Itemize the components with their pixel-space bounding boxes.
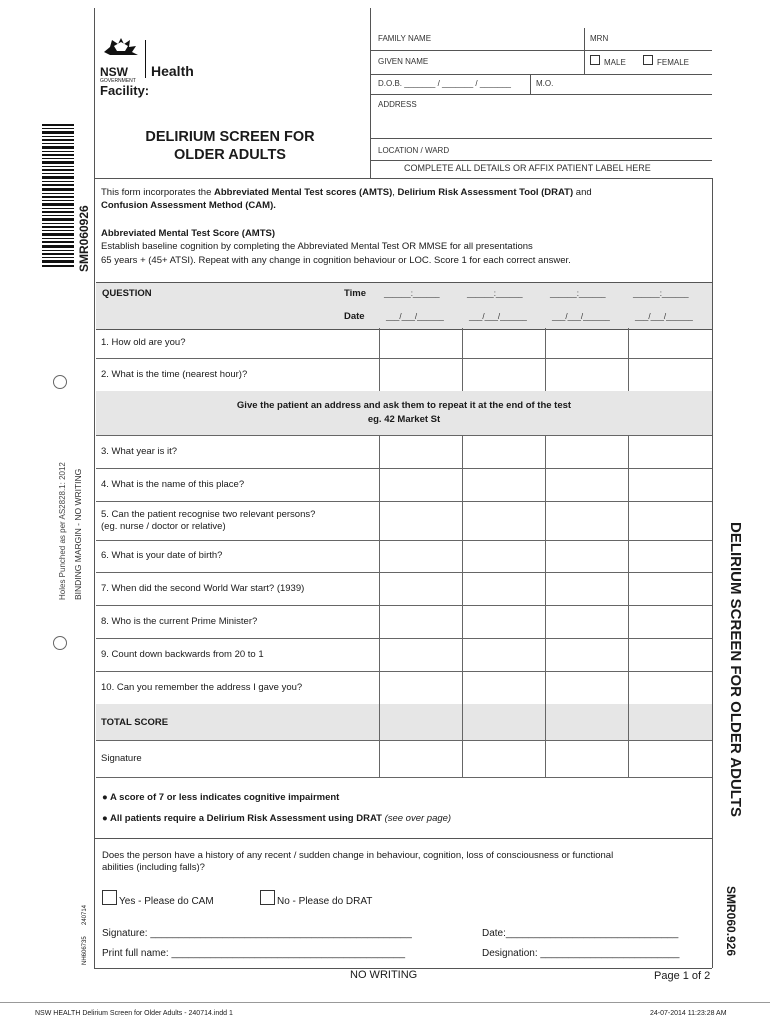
score-cell[interactable]: [545, 572, 546, 605]
score-cell[interactable]: [379, 501, 380, 540]
date-blank-4[interactable]: ___/___/______: [635, 312, 693, 321]
complete-details-note: COMPLETE ALL DETAILS OR AFFIX PATIENT LABEL HERE: [404, 163, 651, 173]
signature-cell[interactable]: [379, 740, 380, 777]
female-label: FEMALE: [657, 58, 690, 67]
score-cell[interactable]: [628, 572, 629, 605]
question-header: QUESTION: [102, 288, 152, 299]
address-instruction-line1: Give the patient an address and ask them to repeat it at the end of the test: [236, 400, 572, 411]
score-cell[interactable]: [379, 671, 380, 704]
question-10: 10. Can you remember the address I gave you?: [101, 682, 303, 693]
barcode-bars-icon: [40, 120, 76, 270]
nh-code: NH606735: [82, 936, 88, 965]
print-name-field[interactable]: Print full name: __________________________________________: [102, 948, 406, 959]
mrn-label: MRN: [590, 34, 609, 43]
right-frame-line: [712, 178, 713, 968]
male-label: MALE: [604, 58, 626, 67]
form-title-line2: OLDER ADULTS: [174, 147, 286, 163]
label-line-3: [370, 94, 712, 95]
question-5: 5. Can the patient recognise two relevant persons?: [101, 509, 316, 520]
time-blank-1[interactable]: ______:______: [384, 289, 440, 298]
date-blank-1[interactable]: ___/___/______: [386, 312, 444, 321]
total-cell[interactable]: [462, 704, 463, 740]
location-label: LOCATION / WARD: [378, 146, 450, 155]
score-cell[interactable]: [379, 572, 380, 605]
intro-post: and: [573, 187, 592, 198]
time-blank-3[interactable]: ______:______: [550, 289, 606, 298]
nsw-logo: [100, 36, 142, 84]
facility-label: Facility:: [100, 83, 150, 98]
score-cell[interactable]: [379, 358, 380, 391]
score-cell[interactable]: [462, 328, 463, 358]
question-5-sub: (eg. nurse / doctor or relative): [101, 521, 226, 532]
score-cell[interactable]: [379, 435, 380, 468]
score-cell[interactable]: [628, 638, 629, 671]
total-cell[interactable]: [545, 704, 546, 740]
note-drat-italic: (see over page): [384, 813, 452, 824]
address-label: ADDRESS: [378, 100, 417, 109]
score-cell[interactable]: [628, 501, 629, 540]
total-score-label: TOTAL SCORE: [101, 717, 169, 728]
score-cell[interactable]: [628, 468, 629, 501]
punch-hole-bottom: [53, 636, 67, 650]
intro-text: [101, 186, 706, 212]
note-drat: ● All patients require a Delirium Risk Assessment using DRAT (see over page): [102, 813, 452, 824]
history-signature-field[interactable]: Signature: _______________________________________________: [102, 928, 412, 939]
table-row-q2: [96, 358, 712, 392]
government-label: GOVERNMENT: [100, 78, 136, 84]
table-row-q6: [96, 540, 712, 573]
label-line-1: [370, 50, 712, 51]
no-writing-label: NO WRITING: [350, 969, 418, 981]
table-row-q1: [96, 328, 712, 359]
amts-line1: Establish baseline cognition by completing the Abbreviated Mental Test OR MMSE for all presentations: [101, 241, 533, 252]
nsw-label: NSW: [100, 65, 128, 79]
address-instruction-line2: eg. 42 Market St: [367, 414, 441, 425]
total-cell[interactable]: [628, 704, 629, 740]
score-cell[interactable]: [462, 435, 463, 468]
page-number: Page 1 of 2: [654, 970, 711, 982]
note-score-text: A score of 7 or less indicates cognitive impairment: [110, 792, 340, 803]
score-cell[interactable]: [545, 638, 546, 671]
score-cell[interactable]: [545, 328, 546, 358]
score-cell[interactable]: [628, 671, 629, 704]
score-cell[interactable]: [545, 540, 546, 572]
signature-cell[interactable]: [545, 740, 546, 777]
intro-line2: Confusion Assessment Method (CAM).: [101, 200, 276, 211]
mo-label: M.O.: [536, 79, 554, 88]
amts-line2: 65 years + (45+ ATSI). Repeat with any change in cognition behaviour or LOC. Score 1 for each correct answer.: [101, 255, 571, 266]
score-cell[interactable]: [628, 328, 629, 358]
question-4: 4. What is the name of this place?: [101, 479, 245, 490]
question-7: 7. When did the second World War start? (1939): [101, 583, 305, 594]
table-row-q10: [96, 671, 712, 705]
signature-label: Signature: [101, 753, 142, 764]
score-cell[interactable]: [462, 468, 463, 501]
score-cell[interactable]: [628, 358, 629, 391]
score-cell[interactable]: [545, 671, 546, 704]
question-6: 6. What is your date of birth?: [101, 550, 223, 561]
amts-heading: Abbreviated Mental Test Score (AMTS): [101, 228, 276, 239]
table-row-q8: [96, 605, 712, 639]
intro-mid: ,: [392, 187, 398, 198]
label-line-4: [370, 138, 712, 139]
date-blank-2[interactable]: ___/___/______: [469, 312, 527, 321]
question-8: 8. Who is the current Prime Minister?: [101, 616, 258, 627]
score-cell[interactable]: [628, 435, 629, 468]
table-row-q5: [96, 501, 712, 541]
score-cell[interactable]: [462, 605, 463, 638]
health-label: Health: [151, 63, 194, 79]
total-cell[interactable]: [379, 704, 380, 740]
file-info: NSW HEALTH Delirium Screen for Older Adults - 240714.indd 1: [35, 1010, 233, 1017]
logo-divider: [145, 40, 146, 78]
time-label: Time: [344, 288, 367, 299]
left-frame-line: [94, 8, 95, 968]
signature-cell[interactable]: [462, 740, 463, 777]
table-row-q4: [96, 468, 712, 502]
history-question: [102, 850, 613, 874]
no-option-label: No - Please do DRAT: [277, 896, 373, 907]
side-code: SMR060.926: [724, 886, 738, 957]
given-name-label: GIVEN NAME: [378, 57, 429, 66]
label-line-5: [370, 160, 712, 161]
note-drat-text: All patients require a Delirium Risk Assessment using DRAT: [110, 813, 382, 824]
score-cell[interactable]: [462, 540, 463, 572]
score-cell[interactable]: [628, 605, 629, 638]
form-title: [110, 128, 350, 164]
notes-divider: [94, 838, 712, 839]
score-cell[interactable]: [379, 328, 380, 358]
family-name-label: FAMILY NAME: [378, 34, 432, 43]
header-divider: [94, 178, 712, 179]
label-line-2: [370, 74, 712, 75]
timestamp: 24-07-2014 11:23:28 AM: [650, 1010, 727, 1017]
no-checkbox[interactable]: [260, 890, 275, 905]
signature-cell[interactable]: [628, 740, 629, 777]
question-9: 9. Count down backwards from 20 to 1: [101, 649, 264, 660]
intro-amts: Abbreviated Mental Test scores (AMTS): [214, 187, 393, 198]
score-cell[interactable]: [379, 638, 380, 671]
yes-option-label: Yes - Please do CAM: [119, 896, 214, 907]
barcode-code: SMR060926: [77, 205, 91, 272]
question-3: 3. What year is it?: [101, 446, 178, 457]
score-cell[interactable]: [545, 435, 546, 468]
question-1: 1. How old are you?: [101, 337, 186, 348]
question-2: 2. What is the time (nearest hour)?: [101, 369, 248, 380]
note-score: ● A score of 7 or less indicates cognitive impairment: [102, 792, 340, 803]
label-box-left: [370, 8, 371, 178]
score-cell[interactable]: [379, 605, 380, 638]
table-row-q7: [96, 572, 712, 606]
label-mo-divider: [530, 74, 531, 94]
time-blank-2[interactable]: ______:______: [467, 289, 523, 298]
score-cell[interactable]: [462, 572, 463, 605]
punch-hole-top: [53, 375, 67, 389]
intro-drat: Delirium Risk Assessment Tool (DRAT): [397, 187, 574, 198]
intro-line1: [101, 186, 706, 199]
dob-label: D.O.B. _______ / _______ / _______: [378, 79, 511, 88]
history-line1: Does the person have a history of any recent / sudden change in behaviour, cognition, loss of consciousness or functional: [102, 850, 614, 861]
table-row-q9: [96, 638, 712, 672]
designation-field[interactable]: Designation: _________________________: [482, 948, 680, 959]
date-label: Date: [344, 311, 365, 322]
female-checkbox[interactable]: [643, 55, 653, 65]
score-cell[interactable]: [545, 468, 546, 501]
score-cell[interactable]: [462, 501, 463, 540]
score-cell[interactable]: [462, 358, 463, 391]
intro-pre: This form incorporates the: [101, 187, 214, 198]
form-title-line1: DELIRIUM SCREEN FOR: [145, 129, 315, 145]
nh-date: 240714: [82, 904, 88, 925]
male-checkbox[interactable]: [590, 55, 600, 65]
score-cell[interactable]: [462, 638, 463, 671]
label-mrn-divider: [584, 28, 585, 74]
time-blank-4[interactable]: ______:______: [633, 289, 689, 298]
score-cell[interactable]: [628, 540, 629, 572]
yes-checkbox[interactable]: [102, 890, 117, 905]
table-row-q3: [96, 435, 712, 469]
history-date-field[interactable]: Date:_______________________________: [482, 928, 679, 939]
address-instruction-row: [96, 391, 712, 436]
score-cell[interactable]: [545, 358, 546, 391]
signature-row: [96, 740, 712, 778]
binding-margin: BINDING MARGIN - NO WRITING: [73, 468, 83, 600]
holes-note: Holes Punched as per AS2828.1: 2012: [58, 462, 67, 600]
score-cell[interactable]: [379, 540, 380, 572]
score-cell[interactable]: [545, 501, 546, 540]
print-trim-line: [0, 1002, 770, 1003]
history-line2: abilities (including falls)?: [102, 862, 205, 873]
date-blank-3[interactable]: ___/___/______: [552, 312, 610, 321]
score-cell[interactable]: [545, 605, 546, 638]
score-cell[interactable]: [462, 671, 463, 704]
barcode: [40, 120, 76, 270]
score-cell[interactable]: [379, 468, 380, 501]
side-title: DELIRIUM SCREEN FOR OLDER ADULTS: [727, 522, 744, 817]
waratah-icon: [100, 36, 142, 64]
total-score-row: [96, 704, 712, 741]
